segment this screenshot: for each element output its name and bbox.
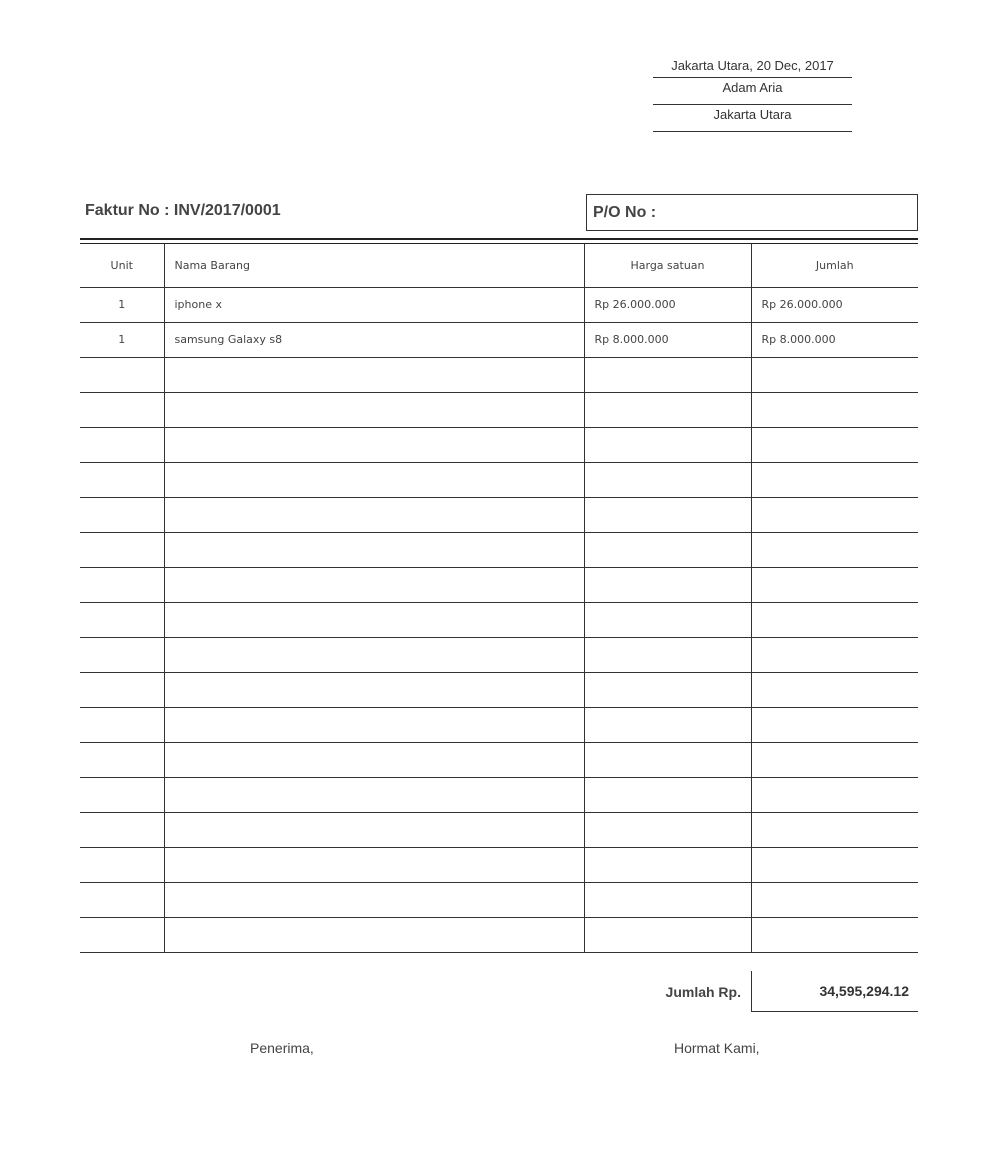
empty-cell <box>584 392 751 427</box>
empty-cell <box>164 497 584 532</box>
empty-cell <box>751 602 918 637</box>
empty-cell <box>164 637 584 672</box>
empty-table-row <box>80 392 918 427</box>
empty-cell <box>751 532 918 567</box>
empty-cell <box>751 392 918 427</box>
empty-cell <box>751 357 918 392</box>
sender-name: Adam Aria <box>653 78 852 105</box>
empty-table-row <box>80 497 918 532</box>
empty-cell <box>164 357 584 392</box>
empty-table-row <box>80 567 918 602</box>
empty-table-row <box>80 742 918 777</box>
empty-cell <box>584 637 751 672</box>
cell-name: samsung Galaxy s8 <box>164 322 584 357</box>
empty-cell <box>164 917 584 952</box>
empty-cell <box>80 462 164 497</box>
empty-cell <box>751 882 918 917</box>
empty-table-row <box>80 532 918 567</box>
empty-cell <box>751 917 918 952</box>
cell-unit-price: Rp 8.000.000 <box>584 322 751 357</box>
column-header-unit-price: Harga satuan <box>584 244 751 287</box>
empty-cell <box>164 847 584 882</box>
empty-cell <box>80 672 164 707</box>
empty-cell <box>584 777 751 812</box>
empty-cell <box>751 777 918 812</box>
cell-name: iphone x <box>164 287 584 322</box>
empty-cell <box>751 672 918 707</box>
sender-signature-label: Hormat Kami, <box>674 1040 760 1056</box>
empty-cell <box>584 882 751 917</box>
empty-cell <box>80 882 164 917</box>
empty-cell <box>80 777 164 812</box>
empty-cell <box>584 462 751 497</box>
empty-cell <box>584 917 751 952</box>
po-number-box: P/O No : <box>586 194 918 231</box>
empty-cell <box>751 427 918 462</box>
divider-thick <box>80 238 918 240</box>
empty-cell <box>164 462 584 497</box>
empty-table-row <box>80 462 918 497</box>
empty-cell <box>80 602 164 637</box>
empty-cell <box>584 567 751 602</box>
empty-table-row <box>80 777 918 812</box>
empty-cell <box>584 602 751 637</box>
empty-cell <box>751 707 918 742</box>
sender-info <box>653 56 852 132</box>
empty-cell <box>584 707 751 742</box>
empty-cell <box>164 672 584 707</box>
empty-cell <box>80 532 164 567</box>
empty-cell <box>80 742 164 777</box>
cell-unit: 1 <box>80 287 164 322</box>
empty-cell <box>80 637 164 672</box>
empty-cell <box>751 497 918 532</box>
empty-cell <box>80 357 164 392</box>
total-label: Jumlah Rp. <box>665 984 741 1000</box>
empty-cell <box>164 567 584 602</box>
empty-cell <box>584 497 751 532</box>
empty-cell <box>164 532 584 567</box>
empty-cell <box>584 847 751 882</box>
table-header-row <box>80 244 918 287</box>
empty-cell <box>80 847 164 882</box>
empty-cell <box>80 707 164 742</box>
table-row <box>80 287 918 322</box>
empty-cell <box>751 812 918 847</box>
empty-table-row <box>80 917 918 952</box>
empty-cell <box>164 392 584 427</box>
empty-cell <box>584 672 751 707</box>
empty-cell <box>164 602 584 637</box>
empty-cell <box>80 497 164 532</box>
empty-table-row <box>80 672 918 707</box>
column-header-unit: Unit <box>80 244 164 287</box>
place-date: Jakarta Utara, 20 Dec, 2017 <box>653 56 852 78</box>
receiver-signature-label: Penerima, <box>250 1040 314 1056</box>
total-value: 34,595,294.12 <box>751 971 918 1012</box>
empty-cell <box>80 812 164 847</box>
empty-table-row <box>80 707 918 742</box>
empty-cell <box>80 392 164 427</box>
empty-cell <box>751 462 918 497</box>
empty-table-row <box>80 882 918 917</box>
empty-cell <box>164 707 584 742</box>
empty-table-row <box>80 637 918 672</box>
empty-cell <box>584 532 751 567</box>
cell-unit-price: Rp 26.000.000 <box>584 287 751 322</box>
empty-cell <box>584 742 751 777</box>
empty-cell <box>164 812 584 847</box>
empty-cell <box>584 427 751 462</box>
empty-cell <box>164 882 584 917</box>
column-header-name: Nama Barang <box>164 244 584 287</box>
empty-cell <box>80 917 164 952</box>
empty-cell <box>164 777 584 812</box>
empty-table-row <box>80 812 918 847</box>
items-table <box>80 244 918 953</box>
cell-unit: 1 <box>80 322 164 357</box>
empty-cell <box>751 742 918 777</box>
empty-cell <box>751 847 918 882</box>
empty-cell <box>80 427 164 462</box>
empty-cell <box>584 812 751 847</box>
empty-table-row <box>80 847 918 882</box>
empty-cell <box>164 742 584 777</box>
empty-table-row <box>80 602 918 637</box>
empty-cell <box>751 637 918 672</box>
table-row <box>80 322 918 357</box>
empty-cell <box>164 427 584 462</box>
empty-cell <box>80 567 164 602</box>
column-header-amount: Jumlah <box>751 244 918 287</box>
sender-city: Jakarta Utara <box>653 105 852 132</box>
empty-cell <box>751 567 918 602</box>
empty-table-row <box>80 427 918 462</box>
empty-table-row <box>80 357 918 392</box>
invoice-number: Faktur No : INV/2017/0001 <box>85 202 281 219</box>
cell-amount: Rp 26.000.000 <box>751 287 918 322</box>
cell-amount: Rp 8.000.000 <box>751 322 918 357</box>
empty-cell <box>584 357 751 392</box>
